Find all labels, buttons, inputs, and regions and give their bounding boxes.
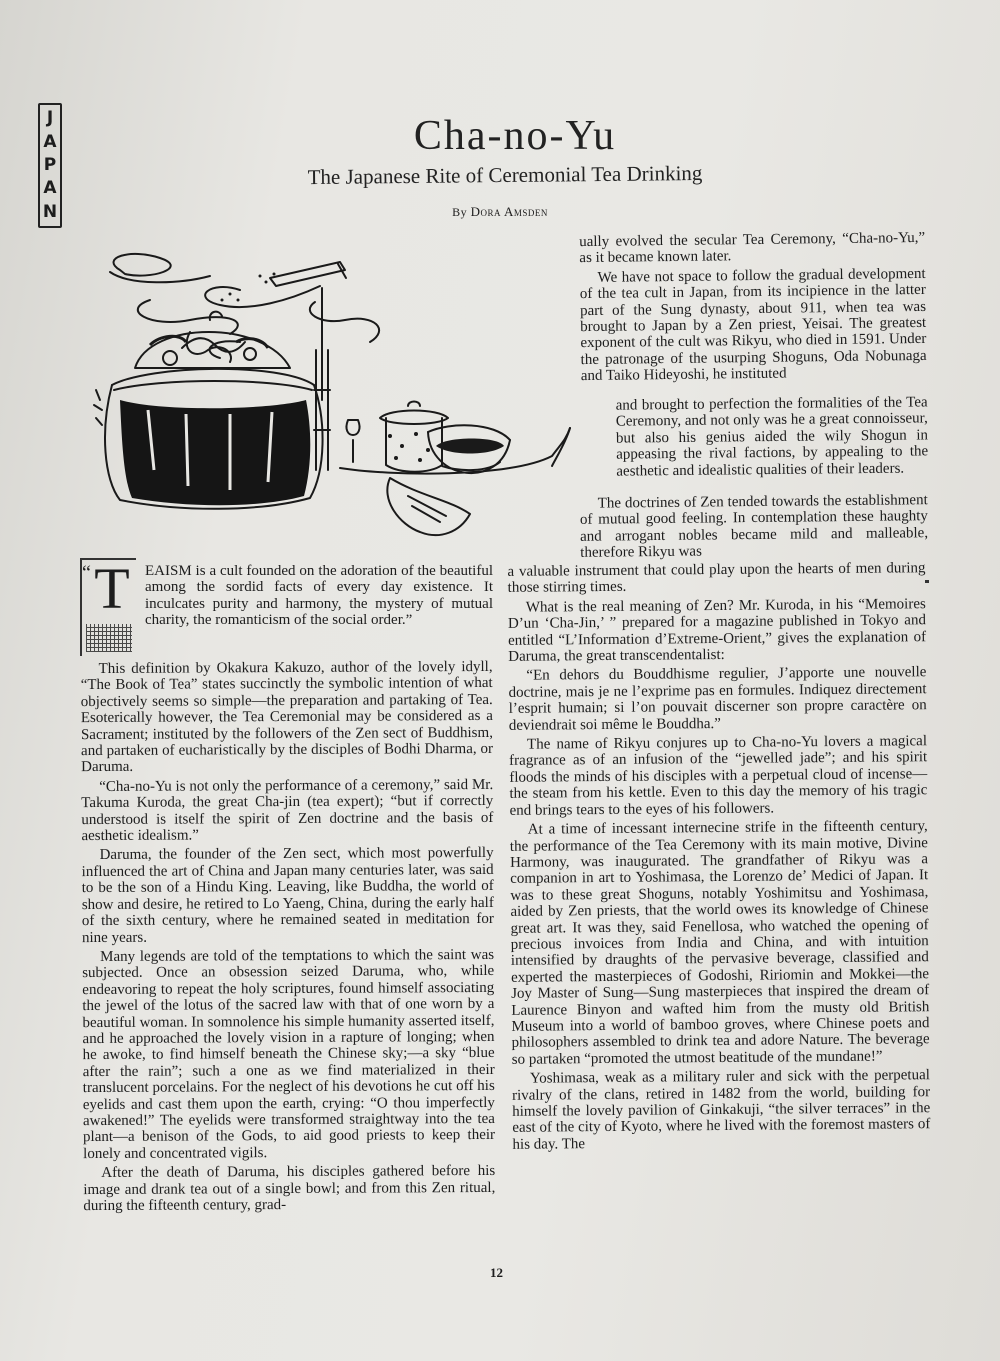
paragraph: After the death of Daruma, his disciples gathered before his image and drank tea out of a single bowl; and from this Zen ritual, during the fifteenth century, grad- [83,1163,496,1215]
section-tab-japan [38,103,62,228]
tab-letter: J [46,108,54,129]
byline-prefix: By [452,205,468,219]
drop-cap-ornament [86,624,132,652]
drop-cap-quote: “ [82,562,91,584]
paragraph: Daruma, the founder of the Zen sect, which most powerfully influenced the art of China and Japan many centuries later, was said to be the son of a Hindu King. Leaving, like Buddha, the world of show and desire, he retired to Lo Yaeng, China, during the early half of the sixth century, where he remained seated in meditation for nine years. [81,845,494,946]
article-title: Cha-no-Yu [413,113,617,159]
paragraph: Many legends are told of the temptations to which the saint was subjected. Once an obsession seized Daruma, who, while endeavoring to repeat the holy scriptures, found himself associating the jewel of the lotus of the sacred law with that of one worn by a beautiful woman. In somnolence his simple humanity asserted itself, and he approached the lovely vision in a rapture of longing; when he awoke, to find himself beneath the Chinese sky;—a sky “blue after the rain”; such a one as we find materialized in their translucent porcelains. For the neglect of his devotions he cut off his eyelids and cast them upon the earth, crying: “O thou imperfectly awakened!” The eyelids were transformed straightway into the tea plant—a benison of the Gods, to aid good priests to keep their lonely and concentrated vigils. [82,946,496,1162]
paragraph: EAISM is a cult founded on the adoration of the beautiful among the sordid facts of every day existence. It inculcates purity and harmony, the mystery of mutual charity, the romanticism of the social order.” [145,563,493,629]
tea-ceremony-illustration [90,250,580,545]
paragraph: ually evolved the secular Tea Ceremony, “Cha-no-Yu,” as it became known later. [579,229,926,267]
paragraph: What is the real meaning of Zen? Mr. Kuroda, in his “Memoires D’un ‘Cha-Jin,’ ” prepared for a magazine published in Tokyo and entitled “L’Information d’Extreme-Orient,” gives the explanation of Daruma, the great transcendentalist: [507,595,927,665]
tab-letter: A [43,178,57,199]
drop-cap [80,558,138,658]
print-mark [925,580,929,583]
right-column-wrapped-text [616,394,929,482]
paragraph: The name of Rikyu conjures up to Cha-no-Yu lovers a magical fragrance as of an infusion of the “jewelled jade”; and his spirit floods the minds of his disciples with a perpetual cloud of incense—the steam from his kettle. Even to this day the memory of his tragic end brings tears to the eyes of his followers. [509,733,928,819]
right-column-mid-text [580,492,929,564]
tab-letter: A [43,131,57,152]
paragraph: and brought to perfection the formalities of the Tea Ceremony, and not only was he a great connoisseur, but also his genius aided the wily Shogun in appeasing the rival factions, by appealing to the aesthetic and idealistic qualities of their leaders. [615,394,929,480]
drop-cap-letter: T [94,556,130,621]
right-column-top-text [579,230,927,388]
tab-letter: P [43,154,57,175]
paragraph: The doctrines of Zen tended towards the establishment of mutual good feeling. In contemplation these haughty and arrogant nobles became mild and malleable, therefore Rikyu was [579,492,929,562]
left-column-text [81,659,496,1218]
right-column-text [507,560,930,1156]
paragraph: Yoshimasa, weak as a military ruler and sick with the perpetual rivalry of the clans, retired in 1482 from the world, building for himself the lovely pavilion of Ginkakuji, “the silver terraces” in the east of the city of Kyoto, where he lived with the foremost masters of his day. The [511,1067,931,1153]
paragraph: This definition by Okakura Kakuzo, author of the lovely idyll, “The Book of Tea” states succinctly the symbolic intention of what objectively seems so simple—the preparation and partaking of Tea. Esoterically however, the Tea Ceremonial may be considered as a Sacrament; instituted by the followers of the Zen sect of Buddhism, and partaken of eucharistically by the disciples of Bodhi Dharma, or Daruma. [80,658,494,776]
paragraph: “Cha-no-Yu is not only the performance of a ceremony,” said Mr. Takuma Kuroda, the great Cha-jin (tea expert); “but if correctly understood is itself the spirit of Zen doctrine and the basis of aesthetic idealism.” [81,776,494,845]
tab-letter: N [42,201,58,222]
left-column-opening-text [145,563,493,632]
article-subtitle: The Japanese Rite of Ceremonial Tea Drinking [307,160,703,190]
byline [400,204,600,220]
paragraph: We have not space to follow the gradual development of the tea cult in Japan, from its incipience in the latter part of the Sung dynasty, about 911, when tea was brought to Japan by a Zen priest, Yeisai. The greatest exponent of the cult was Rikyu, who died in 1591. Under the patronage of the usurping Shoguns, Oda Nobunaga and Taiko Hideyoshi, he instituted [579,265,927,385]
author-name: Dora Amsden [470,204,548,219]
paragraph: “En dehors du Bouddhisme regulier, J’apporte une nouvelle doctrine, mais je ne l’exprime pas en formules. Indiquez directement l’esprit humain; si l’on pouvait discerner son propre caractère on deviendrait soi même le Bouddha.” [508,664,927,734]
page-number: 12 [490,1265,503,1280]
paragraph: a valuable instrument that could play upon the hearts of men during those stirring times. [507,560,926,597]
paragraph: At a time of incessant internecine strife in the fifteenth century, the performance of the Tea Ceremony with its main motive, Divine Harmony, was inaugurated. The grandfather of Rikyu was a companion in art to Yoshimasa, the Lorenzo de’ Medici of Japan. It was to these great Shoguns, notably Yoshimitsu and Yoshimasa, aided by Zen priests, that the world owes its knowledge of Chinese great art. It was they, said Fenellosa, who watched the opening of precious invoices from India and China, and with intuition intensified by draughts of the pervasive beverage, classified and experted the masterpieces of Godoshi, Ririomin and Mokkei—the Joy Master of Sung—Sung masterpieces that inspired the dream of Laurence Binyon and wafted him from the musty old British Museum into a world of bamboo groves, where Chinese poets and philosophers assembled to drink tea and adore Nature. The beverage so partaken “promoted the utmost beatitude of the mundane!” [509,818,930,1068]
